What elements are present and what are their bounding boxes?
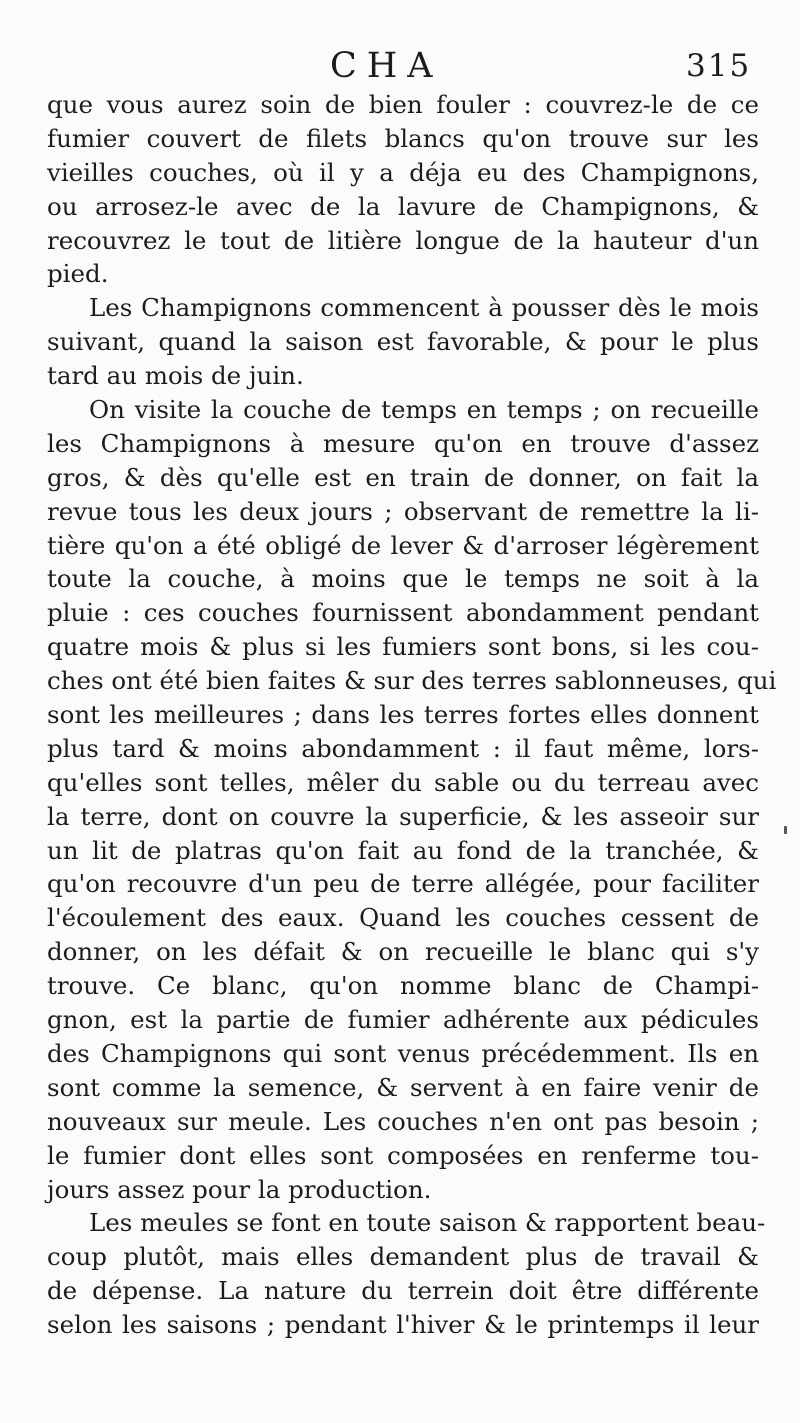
text-line: pluie : ces couches fournissent abondamment pendant <box>47 598 759 628</box>
text-line: que vous aurez soin de bien fouler : couvrez-le de ce <box>47 90 759 119</box>
running-head <box>0 44 800 88</box>
text-line: nouveaux sur meule. Les couches n'en ont pas besoin ; <box>47 1106 759 1136</box>
text-line: Les meules se font en toute saison & rapportent beau- <box>89 1208 766 1238</box>
text-line: revue tous les deux jours ; observant de remettre la li- <box>47 496 759 526</box>
text-line: Les Champignons commencent à pousser dès le mois <box>89 293 759 323</box>
text-line: pied. <box>47 259 109 289</box>
running-title: CHA <box>330 46 443 86</box>
text-line: tière qu'on a été obligé de lever & d'arroser légèrement <box>47 530 759 560</box>
text-line: selon les saisons ; pendant l'hiver & le printemps il leur <box>47 1310 759 1340</box>
text-line: des Champignons qui sont venus précédemment. Ils en <box>47 1038 759 1068</box>
text-line: un lit de platras qu'on fait au fond de la tranchée, & <box>47 835 759 865</box>
text-line: l'écoulement des eaux. Quand les couches cessent de <box>47 903 759 933</box>
text-line: tard au mois de juin. <box>47 361 304 391</box>
text-line: la terre, dont on couvre la superficie, & les asseoir sur <box>47 801 759 831</box>
text-line: quatre mois & plus si les fumiers sont bons, si les cou- <box>47 632 759 662</box>
text-line: trouve. Ce blanc, qu'on nomme blanc de Champi- <box>47 971 759 1001</box>
text-line: suivant, quand la saison est favorable, & pour le plus <box>47 327 759 357</box>
text-line: gros, & dès qu'elle est en train de donner, on fait la <box>47 462 759 492</box>
text-line: sont les meilleures ; dans les terres fortes elles donnent <box>47 700 759 730</box>
text-line: On visite la couche de temps en temps ; on recueille <box>89 395 759 425</box>
text-line: coup plutôt, mais elles demandent plus de travail & <box>47 1242 759 1272</box>
text-line: recouvrez le tout de litière longue de la hauteur d'un <box>47 225 759 255</box>
text-line: jours assez pour la production. <box>47 1174 432 1204</box>
text-line: donner, on les défait & on recueille le blanc qui s'y <box>47 937 759 967</box>
text-line: vieilles couches, où il y a déja eu des Champignons, <box>47 157 759 187</box>
text-line: sont comme la semence, & servent à en faire venir de <box>47 1072 759 1102</box>
page-number: 315 <box>686 48 752 84</box>
text-line: gnon, est la partie de fumier adhérente aux pédicules <box>47 1005 759 1035</box>
text-line: ches ont été bien faites & sur des terres sablonneuses, qui <box>47 666 777 696</box>
text-line: plus tard & moins abondamment : il faut même, lors- <box>47 733 759 763</box>
text-line: ou arrosez-le avec de la lavure de Champignons, & <box>47 191 759 221</box>
text-line: les Champignons à mesure qu'on en trouve d'assez <box>47 428 759 458</box>
body-text <box>47 88 777 1342</box>
text-line: qu'elles sont telles, mêler du sable ou du terreau avec <box>47 767 759 797</box>
text-line: de dépense. La nature du terrein doit être différente <box>47 1276 759 1306</box>
ink-speck <box>784 826 787 834</box>
text-line: le fumier dont elles sont composées en renferme tou- <box>47 1140 759 1170</box>
text-line: qu'on recouvre d'un peu de terre allégée, pour faciliter <box>47 869 759 899</box>
text-line: toute la couche, à moins que le temps ne soit à la <box>47 564 759 594</box>
text-line: fumier couvert de filets blancs qu'on trouve sur les <box>47 123 759 153</box>
